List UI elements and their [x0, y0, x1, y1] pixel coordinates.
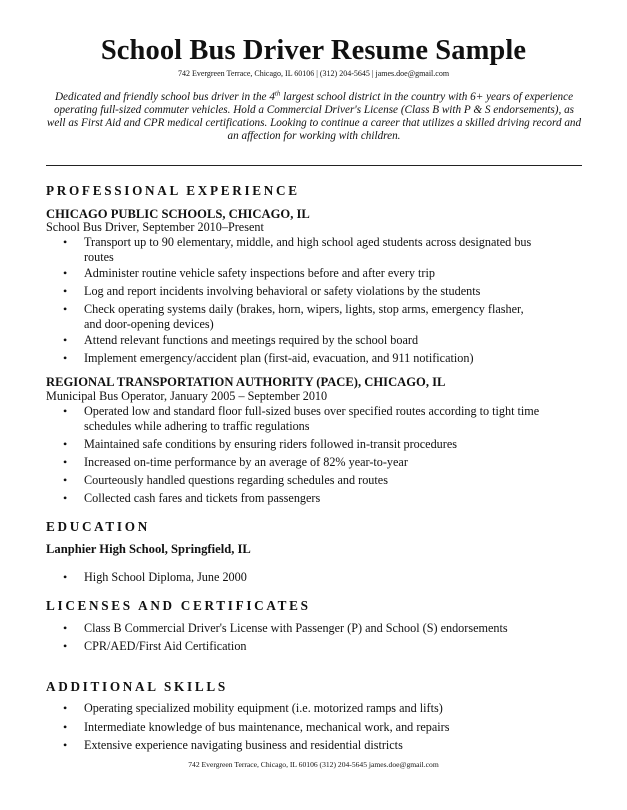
divider [46, 165, 582, 166]
bullet-icon: • [63, 701, 68, 715]
section-heading-skills: ADDITIONAL SKILLS [46, 679, 228, 694]
bullet-text: Class B Commercial Driver's License with Passenger (P) and School (S) endorsements [84, 621, 508, 635]
bullet-icon: • [63, 621, 68, 635]
bullet-text: Collected cash fares and tickets from passengers [84, 491, 321, 505]
list-item [63, 266, 541, 281]
summary-paragraph [44, 91, 584, 143]
bullet-text: Log and report incidents involving behavioral or safety violations by the students [84, 284, 481, 298]
bullet-text: Attend relevant functions and meetings required by the school board [84, 333, 419, 347]
employer-name: CHICAGO PUBLIC SCHOOLS, CHICAGO, IL [46, 207, 310, 221]
list-item [63, 437, 541, 452]
footer-contact: 742 Evergreen Terrace, Chicago, IL 60106 (312) 204-5645 james.doe@gmail.com [188, 760, 439, 769]
job-bullets [63, 404, 541, 506]
list-item [63, 404, 541, 434]
bullet-icon: • [63, 570, 68, 584]
list-item [63, 284, 541, 299]
bullet-text: Operated low and standard floor full-sized buses over specified routes according to tight time schedules while adhering to traffic regulations [84, 404, 540, 433]
bullet-icon: • [63, 302, 68, 316]
list-item [63, 235, 541, 265]
bullet-icon: • [63, 455, 68, 469]
bullet-icon: • [63, 266, 68, 280]
bullet-icon: • [63, 473, 68, 487]
bullet-text: Transport up to 90 elementary, middle, and high school aged students across designated bus routes [84, 235, 532, 264]
list-item [63, 570, 541, 585]
employer-name: REGIONAL TRANSPORTATION AUTHORITY (PACE), CHICAGO, IL [46, 375, 446, 389]
list-item [63, 455, 541, 470]
section-heading-education: EDUCATION [46, 519, 150, 534]
bullet-icon: • [63, 738, 68, 752]
bullet-icon: • [63, 639, 68, 653]
bullet-text: Increased on-time performance by an average of 82% year-to-year [84, 455, 408, 469]
list-item [63, 720, 541, 735]
job-title: Municipal Bus Operator, January 2005 – September 2010 [46, 389, 328, 403]
bullet-icon: • [63, 491, 68, 505]
bullet-text: CPR/AED/First Aid Certification [84, 639, 247, 653]
list-item [63, 491, 541, 506]
list-item [63, 701, 541, 716]
job-title: School Bus Driver, September 2010–Present [46, 220, 264, 234]
bullet-text: High School Diploma, June 2000 [84, 570, 247, 584]
bullet-icon: • [63, 404, 68, 418]
list-item [63, 621, 541, 636]
bullet-icon: • [63, 351, 68, 365]
list-item [63, 333, 541, 348]
list-item [63, 302, 541, 332]
summary-text-start: Dedicated and friendly school bus driver in the 4 [54, 91, 275, 103]
page-title: School Bus Driver Resume Sample [100, 35, 527, 66]
bullet-text: Courteously handled questions regarding schedules and routes [84, 473, 388, 487]
summary-ordinal: th [274, 89, 281, 98]
list-item [63, 473, 541, 488]
bullet-icon: • [63, 284, 68, 298]
section-heading-experience: PROFESSIONAL EXPERIENCE [46, 183, 300, 198]
bullet-text: Operating specialized mobility equipment (i.e. motorized ramps and lifts) [84, 701, 443, 715]
education-bullets [63, 570, 541, 585]
contact-line: 742 Evergreen Terrace, Chicago, IL 60106 | (312) 204-5645 | james.doe@gmail.com [177, 69, 450, 78]
bullet-text: Extensive experience navigating business and residential districts [84, 738, 403, 752]
bullet-icon: • [63, 720, 68, 734]
bullet-icon: • [63, 333, 68, 347]
school-name: Lanphier High School, Springfield, IL [46, 542, 251, 556]
bullet-text: Implement emergency/accident plan (first-aid, evacuation, and 911 notification) [84, 351, 474, 365]
bullet-text: Check operating systems daily (brakes, horn, wipers, lights, stop arms, emergency flasher, and door-opening devices) [84, 302, 524, 331]
summary-text-end: largest school district in the country with 6+ years of experience operating full-sized commuter vehicles. Hold a Commercial Driver's License (Class B with P & S endorsements), as well as First Aid and CPR medical certifications. Looking to continue a career that utilizes a skilled driving record and an affection for working with children. [46, 91, 582, 142]
list-item [63, 639, 541, 654]
licenses-bullets [63, 621, 541, 654]
bullet-text: Administer routine vehicle safety inspections before and after every trip [84, 266, 435, 280]
section-heading-licenses: LICENSES AND CERTIFICATES [46, 598, 311, 613]
bullet-icon: • [63, 235, 68, 249]
list-item [63, 738, 541, 753]
list-item [63, 351, 541, 366]
job-bullets [63, 235, 541, 366]
skills-bullets [63, 701, 541, 753]
bullet-text: Maintained safe conditions by ensuring riders followed in-transit procedures [84, 437, 457, 451]
bullet-text: Intermediate knowledge of bus maintenance, mechanical work, and repairs [84, 720, 450, 734]
bullet-icon: • [63, 437, 68, 451]
